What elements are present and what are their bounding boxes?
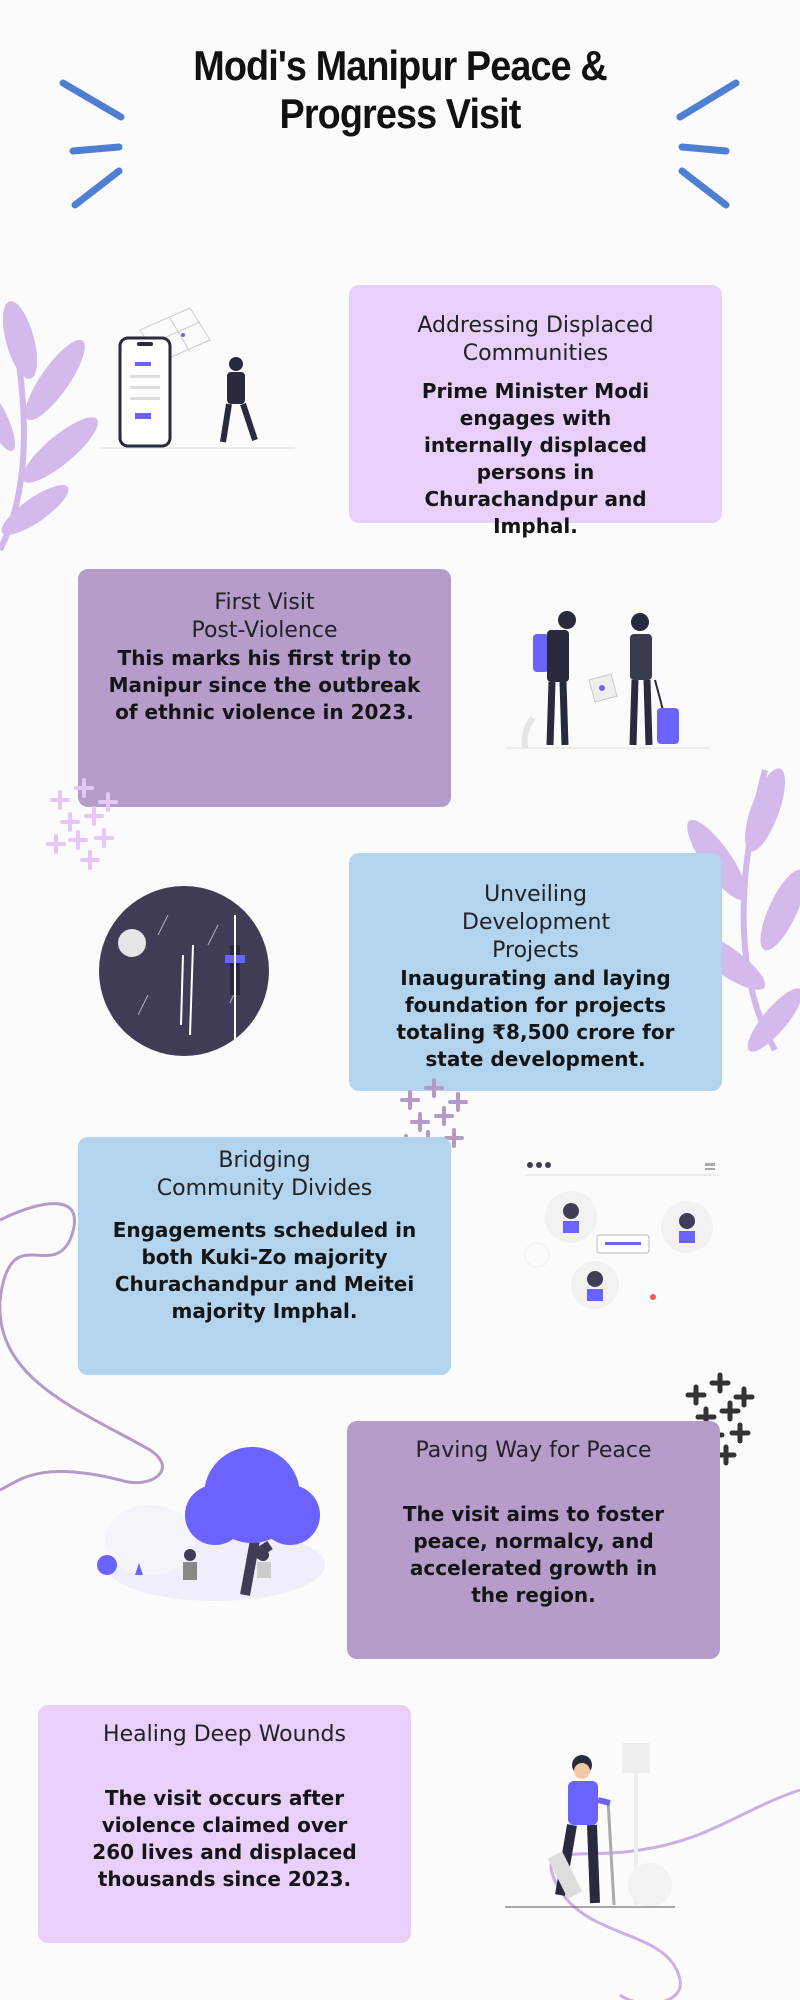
card-body: Prime Minister Modi engages with internally displaced persons in Churachandpur and Imphal.: [421, 379, 650, 538]
night-sky-illustration: [98, 885, 273, 1060]
info-card-healing: [38, 1705, 411, 1943]
info-card-peace: [347, 1421, 720, 1659]
card-title: Paving Way for Peace: [415, 1438, 652, 1463]
phone-person-illustration: [95, 300, 305, 460]
card-body: Engagements scheduled in both Kuki-Zo majority Churachandpur and Meitei majority Imphal.: [112, 1218, 417, 1323]
plus-pattern-icon: [42, 780, 132, 870]
left-sparkle-icon: [55, 75, 135, 215]
card-title: Unveiling Development Projects: [462, 882, 611, 963]
card-body: This marks his first trip to Manipur since the outbreak of ethnic violence in 2023.: [108, 646, 421, 724]
leaf-branch-icon: [0, 290, 100, 560]
info-card-community: [78, 1137, 451, 1375]
page-title: Modi's Manipur Peace & Progress Visit: [193, 42, 607, 137]
card-body: The visit occurs after violence claimed over 260 lives and displaced thousands since 2023.: [92, 1786, 357, 1891]
card-title: Bridging Community Divides: [156, 1148, 373, 1201]
info-card-first-visit: [78, 569, 451, 807]
card-body: The visit aims to foster peace, normalcy, and accelerated growth in the region.: [402, 1502, 665, 1607]
card-title: First Visit Post-Violence: [191, 590, 338, 643]
chat-network-illustration: [525, 1155, 725, 1325]
injured-person-illustration: [500, 1735, 700, 1915]
tree-gathering-illustration: [95, 1445, 325, 1605]
travelers-illustration: [505, 600, 715, 760]
card-title: Addressing Displaced Communities: [417, 313, 654, 366]
info-card-displaced: [349, 285, 722, 538]
card-body: Inaugurating and laying foundation for projects totaling ₹8,500 crore for state development.: [396, 966, 675, 1071]
info-card-development: [349, 853, 722, 1091]
right-sparkle-icon: [670, 75, 750, 215]
card-title: Healing Deep Wounds: [103, 1722, 346, 1747]
